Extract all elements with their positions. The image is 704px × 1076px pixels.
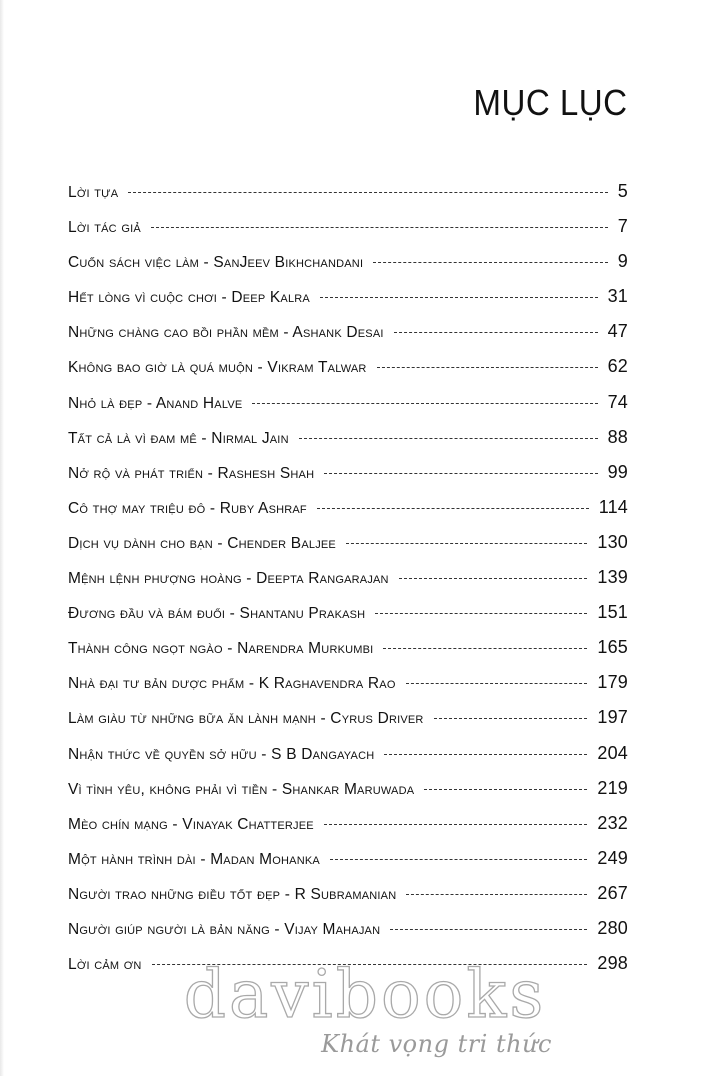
page-title: MỤC LỤC xyxy=(473,82,628,124)
dot-leader xyxy=(317,508,589,509)
dot-leader xyxy=(399,578,588,579)
toc-entry-page: 151 xyxy=(597,602,628,623)
toc-entry[interactable] xyxy=(68,595,628,630)
toc-entry-title: Tất cả là vì đam mê - Nirmal Jain xyxy=(68,429,289,447)
toc-entry-page: 249 xyxy=(597,847,628,868)
dot-leader xyxy=(424,789,587,790)
toc-entry[interactable] xyxy=(68,700,628,735)
dot-leader xyxy=(299,438,598,439)
dot-leader xyxy=(406,894,587,895)
toc-entry-page: 62 xyxy=(607,356,628,377)
toc-entry-page: 139 xyxy=(597,567,628,588)
toc-entry-page: 204 xyxy=(597,742,628,763)
toc-entry-page: 267 xyxy=(597,882,628,903)
toc-entry-title: Nhận thức về quyền sở hữu - S B Dangayach xyxy=(68,745,375,763)
toc-entry[interactable] xyxy=(68,771,628,806)
toc-entry[interactable] xyxy=(68,314,628,349)
toc-entry-title: Cuốn sách việc làm - SanJeev Bikhchandani xyxy=(68,254,364,272)
toc-entry-title: Nhỏ là đẹp - Anand Halve xyxy=(68,394,243,412)
toc-entry-title: Hết lòng vì cuộc chơi - Deep Kalra xyxy=(68,289,310,307)
dot-leader xyxy=(377,367,598,368)
dot-leader xyxy=(324,473,597,474)
dot-leader xyxy=(383,648,587,649)
dot-leader xyxy=(406,683,588,684)
toc-entry[interactable] xyxy=(68,174,628,209)
toc-entry-page: 5 xyxy=(617,181,628,201)
toc-entry-page: 31 xyxy=(607,286,628,307)
toc-entry-page: 197 xyxy=(597,707,628,728)
toc-entry-title: Không bao giờ là quá muộn - Vikram Talwar xyxy=(68,359,367,377)
toc-entry-title: Người giúp người là bản năng - Vijay Mahajan xyxy=(68,920,381,938)
toc-entry[interactable] xyxy=(68,420,628,455)
toc-entry-title: Làm giàu từ những bữa ăn lành mạnh - Cyrus Driver xyxy=(68,710,424,728)
toc-entry-title: Lời tựa xyxy=(68,184,119,201)
toc-entry-title: Lời cảm ơn xyxy=(68,956,142,974)
toc-entry[interactable] xyxy=(68,490,628,525)
page-edge-shadow xyxy=(0,0,4,1076)
toc-entry-page: 179 xyxy=(597,672,628,693)
toc-entry[interactable] xyxy=(68,806,628,841)
dot-leader xyxy=(324,824,588,825)
toc-entry[interactable] xyxy=(68,455,628,490)
table-of-contents xyxy=(68,174,628,981)
toc-entry-title: Dịch vụ dành cho bạn - Chender Baljee xyxy=(68,534,336,552)
toc-entry-page: 9 xyxy=(617,251,628,272)
toc-entry-page: 74 xyxy=(607,391,628,412)
dot-leader xyxy=(434,718,588,719)
toc-entry[interactable] xyxy=(68,841,628,876)
toc-entry-page: 280 xyxy=(597,917,628,938)
dot-leader xyxy=(373,262,608,263)
watermark-tagline: Khát vọng tri thức xyxy=(321,1030,552,1058)
toc-entry-title: Nở rộ và phát triển - Rashesh Shah xyxy=(68,464,315,482)
dot-leader xyxy=(330,859,587,860)
toc-entry-title: Nhà đại tư bản dược phẩm - K Raghavendra Rao xyxy=(68,675,396,693)
dot-leader xyxy=(394,332,598,333)
toc-entry[interactable] xyxy=(68,560,628,595)
toc-entry-page: 88 xyxy=(607,426,628,447)
dot-leader xyxy=(151,227,608,228)
toc-entry-page: 298 xyxy=(597,953,628,974)
toc-entry-page: 114 xyxy=(598,496,628,517)
toc-entry[interactable] xyxy=(68,209,628,244)
toc-entry-title: Mệnh lệnh phượng hoàng - Deepta Rangarajan xyxy=(68,570,389,588)
dot-leader xyxy=(252,403,597,404)
toc-entry-page: 99 xyxy=(607,461,628,482)
dot-leader xyxy=(128,192,608,193)
dot-leader xyxy=(375,613,587,614)
toc-entry-title: Đương đầu và bám đuổi - Shantanu Prakash xyxy=(68,605,366,623)
toc-entry[interactable] xyxy=(68,665,628,700)
watermark-brand: davibooks xyxy=(183,956,547,1033)
toc-entry-page: 165 xyxy=(597,637,628,658)
toc-entry-page: 130 xyxy=(597,531,628,552)
toc-entry[interactable] xyxy=(68,630,628,665)
toc-entry[interactable] xyxy=(68,876,628,911)
dot-leader xyxy=(390,929,587,930)
dot-leader xyxy=(384,754,587,755)
toc-entry[interactable] xyxy=(68,244,628,279)
toc-entry[interactable] xyxy=(68,385,628,420)
toc-entry-page: 47 xyxy=(607,321,628,342)
toc-entry-title: Mèo chín mạng - Vinayak Chatterjee xyxy=(68,815,314,833)
toc-entry[interactable] xyxy=(68,525,628,560)
toc-entry[interactable] xyxy=(68,911,628,946)
toc-entry-title: Thành công ngọt ngào - Narendra Murkumbi xyxy=(68,640,374,658)
toc-entry-title: Cô thợ may triệu đô - Ruby Ashraf xyxy=(68,499,307,517)
toc-entry-title: Vì tình yêu, không phải vì tiền - Shankar Maruwada xyxy=(68,780,415,798)
toc-entry-title: Người trao những điều tốt đẹp - R Subramanian xyxy=(68,885,397,903)
toc-entry-title: Lời tác giả xyxy=(68,219,141,237)
toc-entry-title: Một hành trình dài - Madan Mohanka xyxy=(68,850,320,868)
toc-entry-page: 232 xyxy=(597,812,628,833)
dot-leader xyxy=(320,297,598,298)
toc-entry-page: 7 xyxy=(617,216,628,237)
toc-entry-title: Những chàng cao bồi phần mềm - Ashank Desai xyxy=(68,324,384,342)
toc-entry[interactable] xyxy=(68,736,628,771)
toc-entry-page: 219 xyxy=(597,777,628,798)
dot-leader xyxy=(346,543,587,544)
toc-entry[interactable] xyxy=(68,279,628,314)
toc-entry[interactable] xyxy=(68,349,628,384)
